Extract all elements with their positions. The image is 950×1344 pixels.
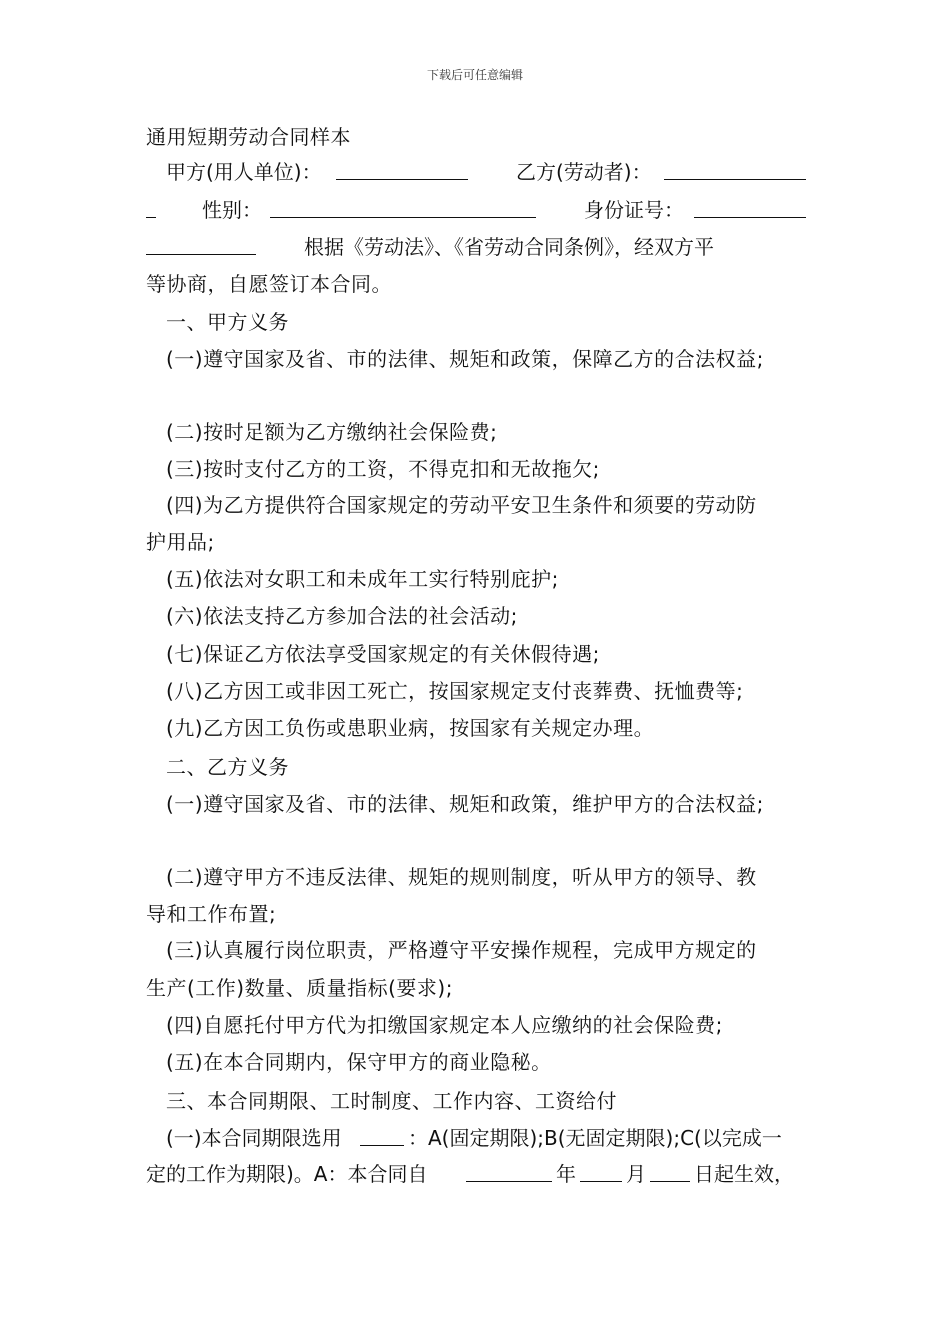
party-a-label: 甲方(用人单位)： bbox=[166, 160, 322, 184]
sec3-line1-a: (一)本合同期限选用 bbox=[166, 1126, 342, 1150]
intro-line-1: 根据《劳动法》、《省劳动合同条例》，经双方平 bbox=[304, 235, 714, 259]
sec1-item: (六)依法支持乙方参加合法的社会活动; bbox=[166, 604, 518, 628]
gender-field[interactable] bbox=[270, 198, 536, 218]
section-2-title: 二、乙方义务 bbox=[166, 755, 289, 779]
sec2-item-continued: 导和工作布置; bbox=[146, 902, 277, 926]
day-label: 日起生效， bbox=[694, 1162, 794, 1186]
sec2-item: (一)遵守国家及省、市的法律、规矩和政策，维护甲方的合法权益; bbox=[166, 792, 764, 816]
party-b-label: 乙方(劳动者)： bbox=[516, 160, 652, 184]
sec3-line2-a: 定的工作为期限)。A：本合同自 bbox=[146, 1162, 428, 1186]
sec2-item: (五)在本合同期内，保守甲方的商业隐秘。 bbox=[166, 1050, 552, 1074]
id-field[interactable] bbox=[694, 198, 806, 218]
page-header: 下载后可任意编辑 bbox=[426, 68, 523, 82]
sec1-item: (四)为乙方提供符合国家规定的劳动平安卫生条件和须要的劳动防 bbox=[166, 493, 757, 517]
start-year-field[interactable] bbox=[466, 1162, 552, 1182]
sec2-item: (四)自愿托付甲方代为扣缴国家规定本人应缴纳的社会保险费; bbox=[166, 1013, 723, 1037]
sec1-item: (八)乙方因工或非因工死亡，按国家规定支付丧葬费、抚恤费等; bbox=[166, 679, 744, 703]
sec1-item: (七)保证乙方依法享受国家规定的有关休假待遇; bbox=[166, 642, 600, 666]
party-b-field[interactable] bbox=[664, 160, 806, 180]
section-3-title: 三、本合同期限、工时制度、工作内容、工资给付 bbox=[166, 1089, 617, 1113]
party-a-field[interactable] bbox=[336, 160, 468, 180]
year-label: 年 bbox=[556, 1162, 576, 1186]
sec1-item: (三)按时支付乙方的工资，不得克扣和无故拖欠; bbox=[166, 457, 600, 481]
month-label: 月 bbox=[626, 1162, 646, 1186]
gender-label: 性别： bbox=[202, 198, 262, 222]
start-day-field[interactable] bbox=[650, 1162, 690, 1182]
term-option-field[interactable] bbox=[360, 1126, 404, 1146]
sec1-item: (二)按时足额为乙方缴纳社会保险费; bbox=[166, 420, 498, 444]
sec1-item: (一)遵守国家及省、市的法律、规矩和政策，保障乙方的合法权益; bbox=[166, 347, 764, 371]
sec1-item-continued: 护用品; bbox=[146, 530, 215, 554]
party-b-field-continued[interactable] bbox=[146, 198, 156, 218]
id-label: 身份证号： bbox=[584, 198, 684, 222]
sec2-item: (二)遵守甲方不违反法律、规矩的规则制度，听从甲方的领导、教 bbox=[166, 865, 757, 889]
sec2-item: (三)认真履行岗位职责，严格遵守平安操作规程，完成甲方规定的 bbox=[166, 938, 757, 962]
start-month-field[interactable] bbox=[580, 1162, 622, 1182]
id-field-continued[interactable] bbox=[146, 235, 256, 255]
sec2-item-continued: 生产(工作)数量、质量指标(要求); bbox=[146, 976, 453, 1000]
sec1-item: (五)依法对女职工和未成年工实行特别庇护; bbox=[166, 567, 559, 591]
document-title: 通用短期劳动合同样本 bbox=[146, 125, 351, 149]
section-1-title: 一、甲方义务 bbox=[166, 310, 289, 334]
sec3-line1-b: ：A(固定期限);B(无固定期限);C(以完成一 bbox=[408, 1126, 782, 1150]
intro-line-2: 等协商，自愿签订本合同。 bbox=[146, 272, 392, 296]
sec1-item: (九)乙方因工负伤或患职业病，按国家有关规定办理。 bbox=[166, 716, 655, 740]
